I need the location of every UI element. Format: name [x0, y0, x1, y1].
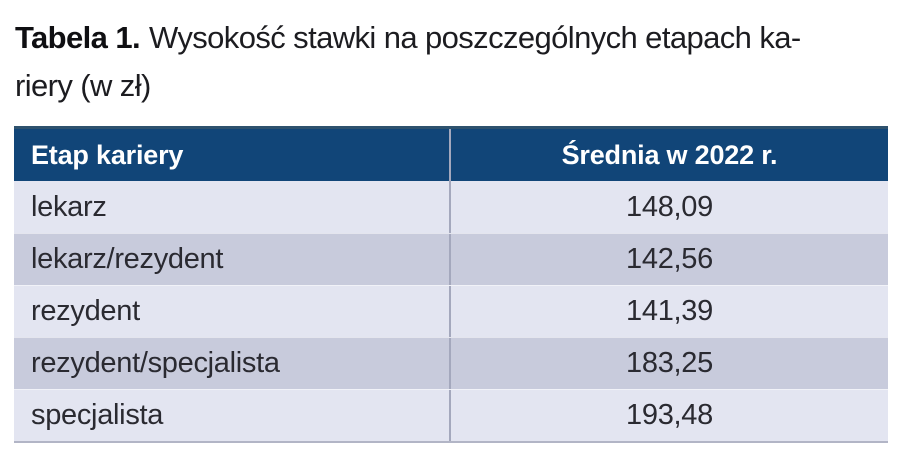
- rates-table: [14, 126, 888, 443]
- value-cell: 142,56: [626, 243, 713, 275]
- column-header-average: Średnia w 2022 r.: [561, 139, 778, 170]
- table-caption: [15, 14, 888, 110]
- table-caption-number: Tabela 1.: [15, 20, 140, 55]
- value-cell: 193,48: [626, 399, 713, 431]
- table-caption-text-line1: Wysokość stawki na poszczególnych etapach ka-: [148, 20, 801, 55]
- table-row: [14, 285, 888, 337]
- stage-cell: rezydent/specjalista: [14, 338, 451, 389]
- table-row: [14, 181, 888, 233]
- value-cell: 141,39: [626, 295, 713, 327]
- stage-cell: lekarz: [14, 181, 451, 233]
- stage-cell: rezydent: [14, 286, 451, 337]
- column-header-stage: Etap kariery: [14, 129, 451, 181]
- table-caption-text-line2: riery (w zł): [15, 68, 151, 103]
- value-cell: 183,25: [626, 347, 713, 379]
- stage-cell: lekarz/rezydent: [14, 234, 451, 285]
- stage-cell: specjalista: [14, 390, 451, 441]
- table-header-row: [14, 129, 888, 181]
- value-cell: 148,09: [626, 190, 713, 223]
- table-row: [14, 389, 888, 441]
- table-row: [14, 337, 888, 389]
- table-row: [14, 233, 888, 285]
